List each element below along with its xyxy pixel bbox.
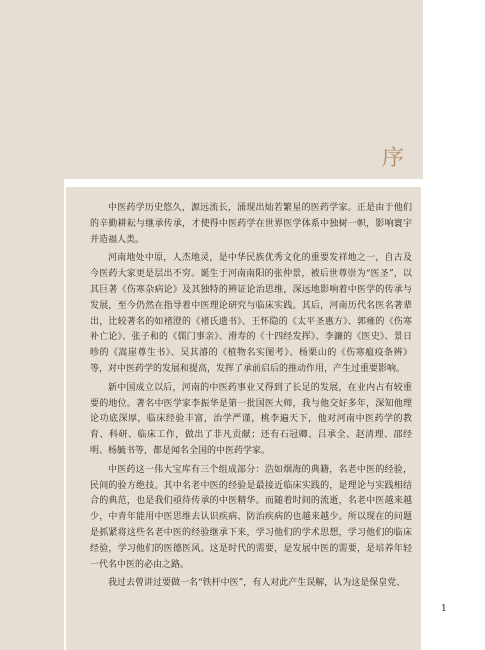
preface-text [90, 201, 412, 595]
paragraph-4: 中医药这一伟大宝库有三个组成部分：浩如烟海的典籍，名老中医的经验，民间的验方绝技。其中名老中医的经验是最接近临床实践的，是理论与实践相结合的典范，也是我们亟待传承的中医精华。而随着时间的流逝，名老中医越来越少，中青年能用中医思维去认识疾病、防治疾病的也越来越少。所以现在的问题是抓紧将这些名老中医的经验继承下来，学习他们的学术思想，学习他们的临床经验，学习他们的医德医风。这是时代的需要，是发展中医的需要，是培养年轻一代名中医的必由之路。 [90, 464, 412, 570]
paragraph-5: 我过去曾讲过要做一名“铁杆中医”，有人对此产生误解，认为这是保皇党、 [108, 578, 406, 589]
left-margin-band [0, 0, 64, 650]
paragraph-1: 中医药学历史悠久，源远流长，涌现出灿若繁星的医药学家。正是由于他们的辛勤耕耘与继承传承，才使得中医药学在世界医学体系中独树一帜，影响寰宇并造福人类。 [90, 203, 412, 245]
header-band [64, 0, 423, 179]
page-number: 1 [441, 604, 447, 614]
paragraph-3: 新中国成立以后，河南的中医药事业又得到了长足的发展，在业内占有较重要的地位。著名中医学家李振华是第一批国医大师，我与他交好多年，深知他理论功底深厚，临床经验丰富，治学严谨，桃李遍天下，他对河南中医药学的教育、科研、临床工作，做出了非凡贡献；还有石冠卿、吕承全、赵清理、邵经明、杨毓书等，都是闻名全国的中医药学家。 [90, 382, 412, 456]
page-title: 序 [382, 146, 407, 171]
paragraph-2: 河南地处中原，人杰地灵，是中华民族优秀文化的重要发祥地之一，自古及今医药大家更是层出不穷。诞生于河南南阳的张仲景，被后世尊崇为“医圣”，以其巨著《伤寒杂病论》及其独特的辨证论治思维，深远地影响着中医学的传承与发展，至今仍然在指导着中医理论研究与临床实践。其后，河南历代名医名著辈出，比较著名的如褚澄的《褚氏遗书》、王怀隐的《太平圣惠方》、郭雍的《伤寒补亡论》、张子和的《儒门事亲》、滑寿的《十四经发挥》、李濂的《医史》、景日昣的《嵩崖尊生书》、吴其濬的《植物名实图考》、杨栗山的《伤寒瘟疫条辨》等，对中医药学的发展和提高，发挥了承前启后的推动作用，产生过重要影响。 [90, 253, 412, 374]
